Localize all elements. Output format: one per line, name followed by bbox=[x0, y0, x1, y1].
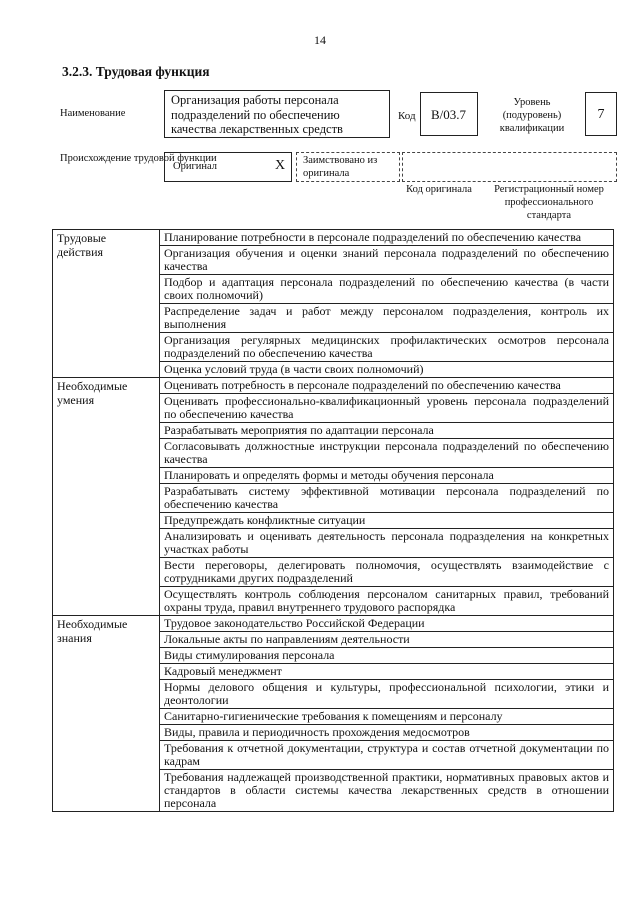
item-cell: Осуществлять контроль соблюдения персоналом санитарных правил, требований охраны труда, правил внутреннего трудового распорядка bbox=[160, 587, 614, 616]
borrowed-cell bbox=[296, 152, 400, 182]
item-cell: Предупреждать конфликтные ситуации bbox=[160, 513, 614, 529]
item-cell: Трудовое законодательство Российской Федерации bbox=[160, 616, 614, 632]
item-cell: Требования к отчетной документации, структура и состав отчетной документации по кадрам bbox=[160, 741, 614, 770]
page-number: 14 bbox=[314, 33, 326, 47]
item-cell: Оценка условий труда (в части своих полномочий) bbox=[160, 362, 614, 378]
item-cell: Организация регулярных медицинских профилактических осмотров персонала подразделений по обеспечению качества bbox=[160, 333, 614, 362]
original-label: Оригинал bbox=[173, 161, 217, 172]
item-cell: Распределение задач и работ между персоналом подразделения, контроль их выполнения bbox=[160, 304, 614, 333]
category-cell: Трудовые действия bbox=[53, 230, 160, 378]
item-cell: Разрабатывать систему эффективной мотивации персонала подразделений по обеспечению качества bbox=[160, 484, 614, 513]
item-cell: Планировать и определять формы и методы обучения персонала bbox=[160, 468, 614, 484]
registration-number-label: Регистрационный номер профессионального стандарта bbox=[494, 184, 604, 221]
category-cell: Необходимые умения bbox=[53, 378, 160, 616]
item-cell: Санитарно-гигиенические требования к помещениям и персоналу bbox=[160, 709, 614, 725]
borrowed-label: Заимствовано из оригинала bbox=[303, 155, 378, 179]
function-table bbox=[52, 229, 614, 812]
table-row bbox=[53, 378, 614, 394]
item-cell: Планирование потребности в персонале подразделений по обеспечению качества bbox=[160, 230, 614, 246]
function-name: Организация работы персонала подразделений по обеспечению качества лекарственных средств bbox=[164, 90, 390, 138]
item-cell: Кадровый менеджмент bbox=[160, 664, 614, 680]
item-cell: Оценивать профессионально-квалификационный уровень персонала подразделений по обеспечению качества bbox=[160, 394, 614, 423]
item-cell: Нормы делового общения и культуры, профессиональной психологии, этики и деонтологии bbox=[160, 680, 614, 709]
original-mark: X bbox=[275, 158, 286, 173]
origin-label: Происхождение трудовой функции bbox=[60, 153, 217, 164]
item-cell: Вести переговоры, делегировать полномочия, осуществлять взаимодействие с сотрудниками других подразделений bbox=[160, 558, 614, 587]
item-cell: Анализировать и оценивать деятельность персонала подразделения на конкретных участках работы bbox=[160, 529, 614, 558]
code-label: Код bbox=[398, 110, 416, 122]
section-title: 3.2.3. Трудовая функция bbox=[62, 64, 210, 79]
table-row bbox=[53, 616, 614, 632]
item-cell: Организация обучения и оценки знаний персонала подразделений по обеспечению качества bbox=[160, 246, 614, 275]
item-cell: Локальные акты по направлениям деятельности bbox=[160, 632, 614, 648]
qualification-level: 7 bbox=[585, 92, 617, 136]
item-cell: Подбор и адаптация персонала подразделений по обеспечению качества (в части своих полномочий) bbox=[160, 275, 614, 304]
table-row bbox=[53, 230, 614, 246]
item-cell: Виды, правила и периодичность прохождения медосмотров bbox=[160, 725, 614, 741]
original-cell bbox=[164, 152, 292, 182]
item-cell: Согласовывать должностные инструкции персонала подразделений по обеспечению качества bbox=[160, 439, 614, 468]
qualification-level-label: Уровень (подуровень) квалификации bbox=[499, 97, 565, 134]
item-cell: Требования надлежащей производственной практики, нормативных правовых актов и стандартов в области системы качества лекарственных средств в отношении персонала bbox=[160, 770, 614, 812]
item-cell: Виды стимулирования персонала bbox=[160, 648, 614, 664]
category-cell: Необходимые знания bbox=[53, 616, 160, 812]
item-cell: Разрабатывать мероприятия по адаптации персонала bbox=[160, 423, 614, 439]
registration-cell bbox=[402, 152, 617, 182]
original-code-label: Код оригинала bbox=[406, 184, 472, 195]
name-label: Наименование bbox=[60, 108, 126, 119]
item-cell: Оценивать потребность в персонале подразделений по обеспечению качества bbox=[160, 378, 614, 394]
function-code: B/03.7 bbox=[420, 92, 478, 136]
